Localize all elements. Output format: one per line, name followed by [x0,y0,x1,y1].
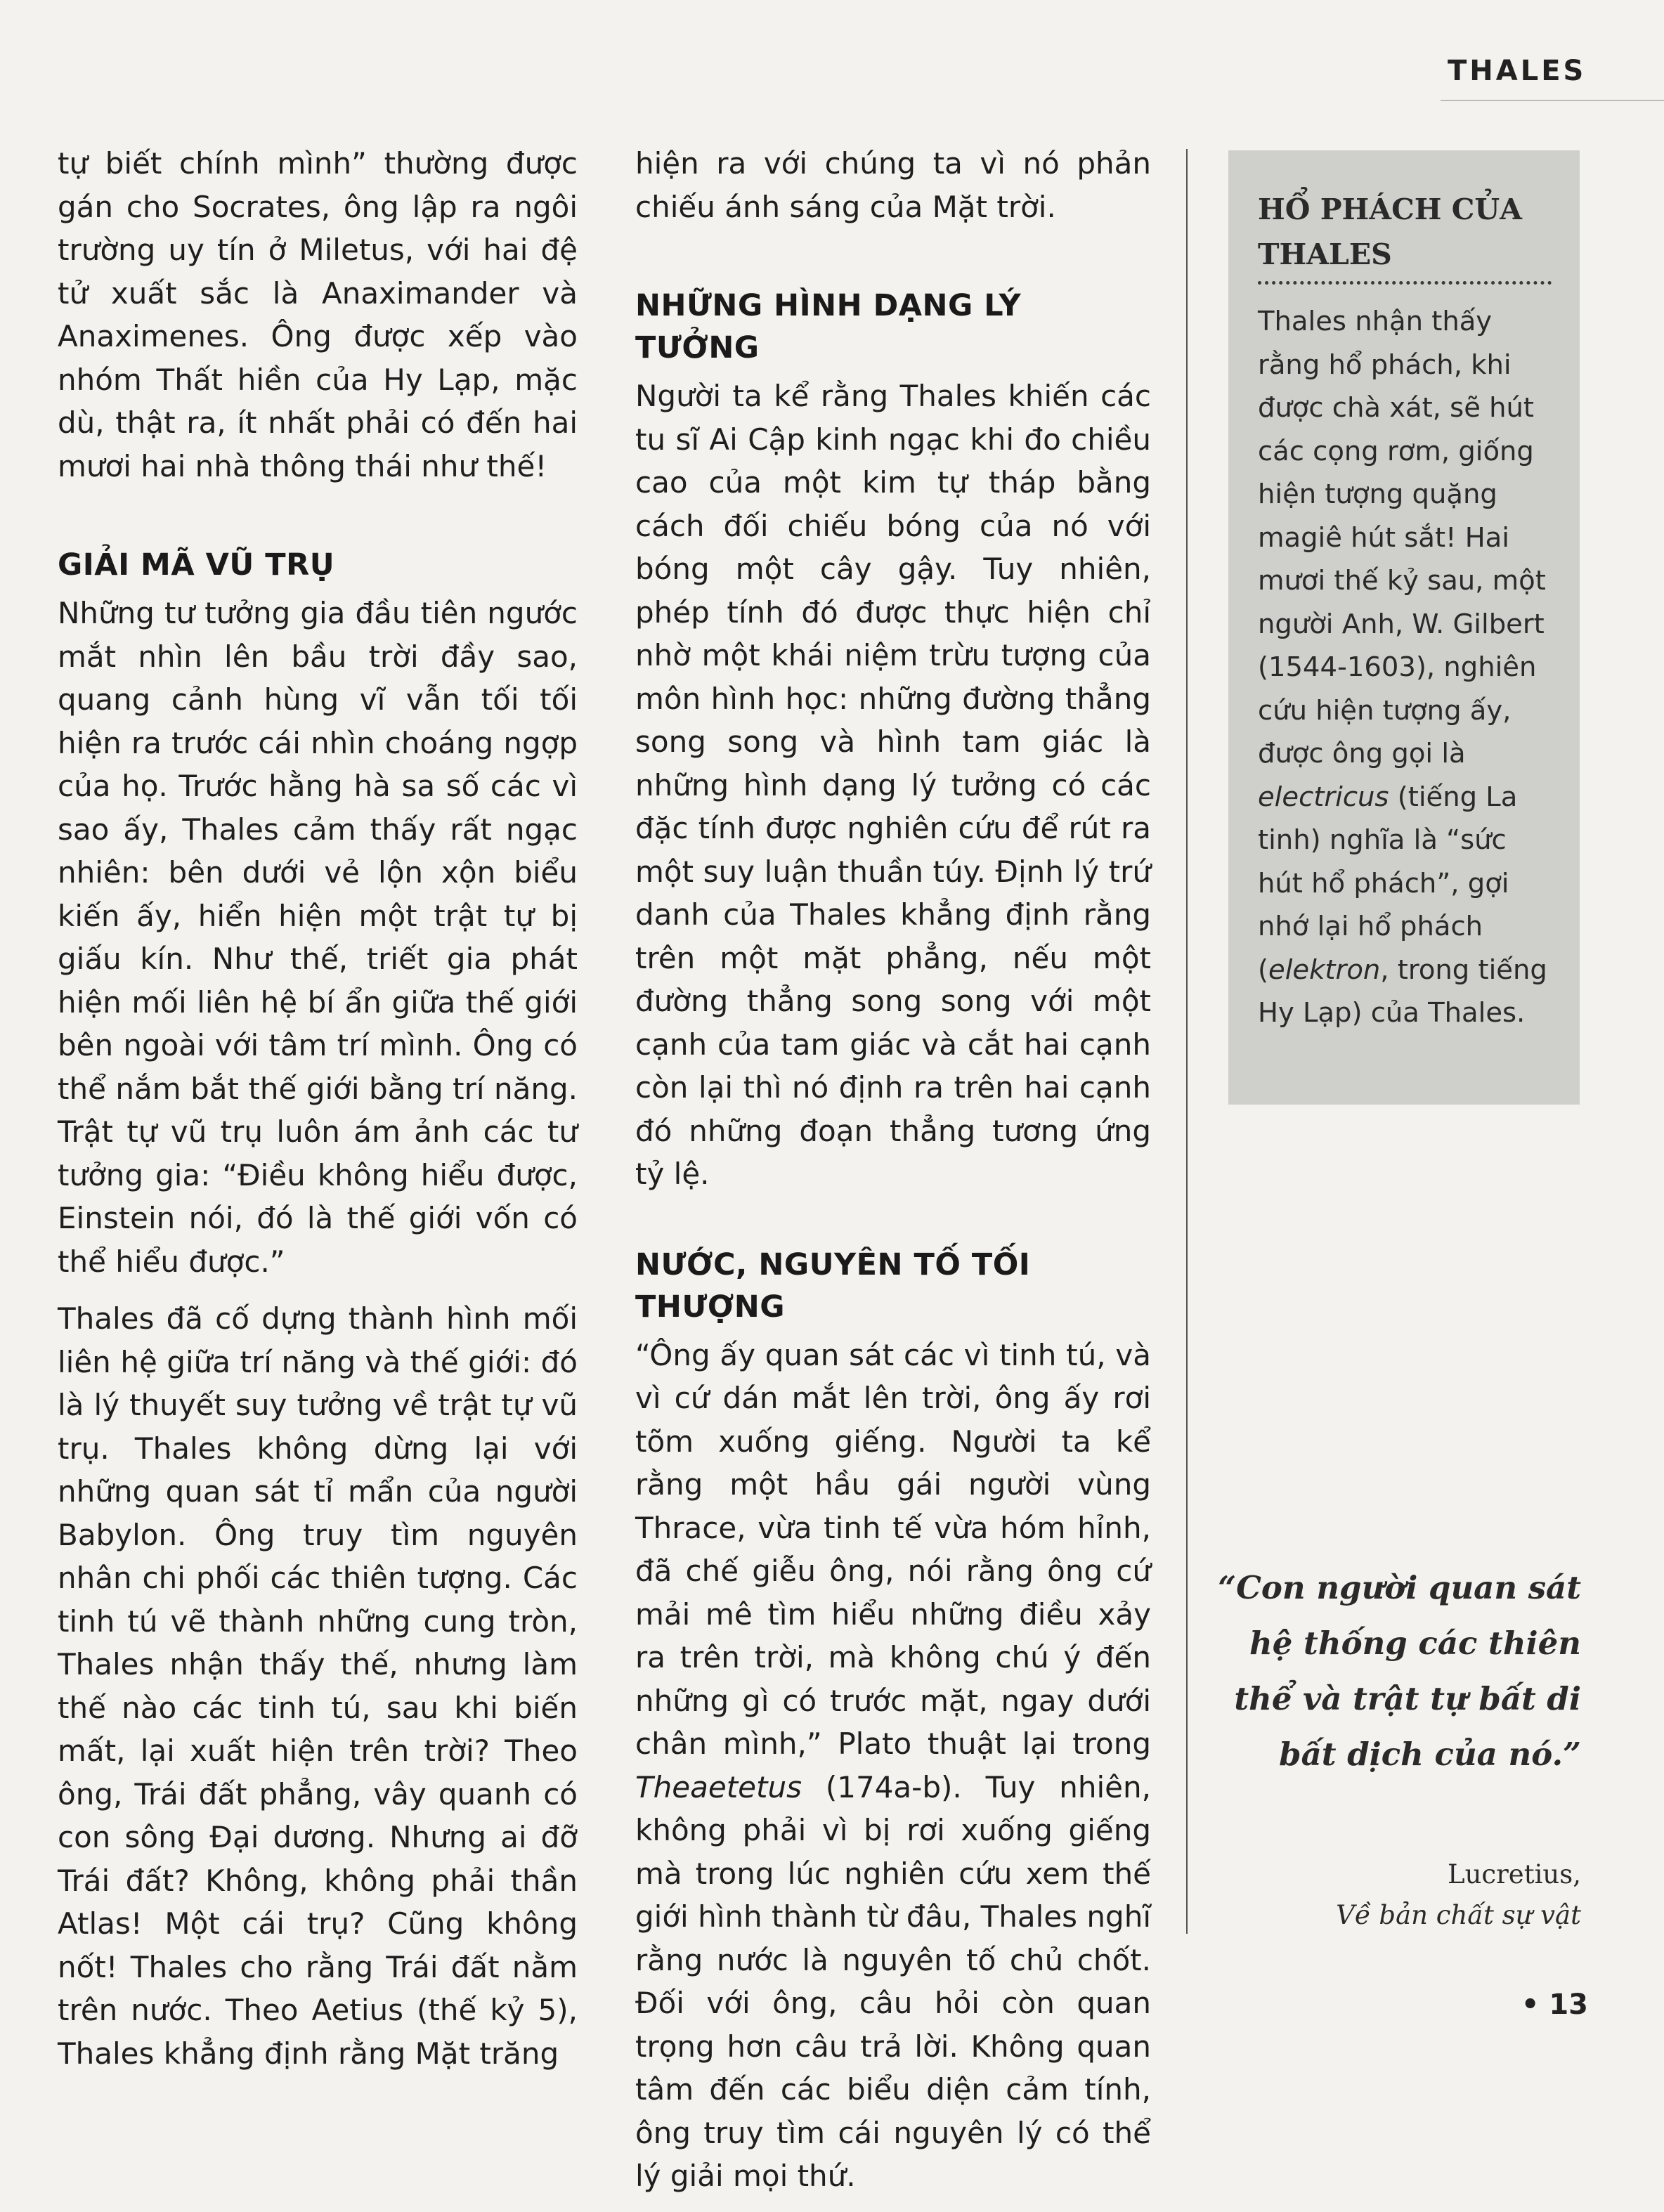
column1-paragraph-2: Thales đã cố dựng thành hình mối liên hệ giữa trí năng và thế giới: đó là lý thuyết suy tưởng về trật tự vũ trụ. Thales không dừng lại với những quan sát tỉ mẩn của người Babylon. Ông truy tìm nguyên nhân chi phối các thiên tượng. Các tinh tú vẽ thành những cung tròn, Thales nhận thấy thế, nhưng làm thế nào các tinh tú, sau khi biến mất, lại xuất hiện trên trời? Theo ông, Trái đất phẳng, vây quanh có con sông Đại dương. Nhưng ai đỡ Trái đất? Không, không phải thần Atlas! Một cái trụ? Cũng không nốt! Thales cho rằng Trái đất nằm trên nước. Theo Aetius (thế kỷ 5), Thales khẳng định rằng Mặt trăng [58,1301,578,2071]
spacer [635,242,1151,285]
sidebar-term-elektron: elektron [1268,954,1381,986]
heading-nhung-hinh-dang-ly-tuong: NHỮNG HÌNH DẠNG LÝ TƯỞNG [635,288,1022,365]
column1-intro: tự biết chính mình” thường được gán cho Socrates, ông lập ra ngôi trường uy tín ở Miletus, với hai đệ tử xuất sắc là Anaximander và Anaximenes. Ông được xếp vào nhóm Thất hiền của Hy Lạp, mặc dù, thật ra, ít nhất phải có đến hai mươi hai nhà thông thái như thế! [58,146,578,483]
dotted-divider [1258,281,1552,285]
header-rule [1441,100,1664,101]
book-title-theaetetus: Theaetetus [635,1769,802,1804]
sidebar-term-electricus: electricus [1258,781,1389,813]
sidebar-text-c: , trong tiếng Hy Lạp) của Thales. [1258,954,1547,1029]
spacer [635,1210,1151,1244]
column-left [58,142,578,2089]
spacer [58,502,578,544]
heading-nuoc-nguyen-to-toi-thuong: NƯỚC, NGUYÊN TỐ TỐI THƯỢNG [635,1247,1031,1325]
sidebar-text-b: (tiếng La tinh) nghĩa là “sức hút hổ phách”, gợi nhớ lại hổ phách ( [1258,781,1518,986]
pull-quote: “Con người quan sát hệ thống các thiên thể và trật tự bất di bất dịch của nó.” [1218,1569,1581,1773]
quote-author: Lucretius, [1448,1859,1581,1889]
quote-source: Về bản chất sự vật [1336,1900,1581,1930]
heading-giai-ma-vu-tru: GIẢI MÃ VŨ TRỤ [58,547,335,583]
page-number: • 13 [1521,1989,1588,2021]
sidebar-text-a: Thales nhận thấy rằng hổ phách, khi được chà xát, sẽ hút các cọng rơm, giống hiện tượng quặng magiê hút sắt! Hai mươi thế kỷ sau, một người Anh, W. Gilbert (1544-1603), nghiên cứu hiện tượng ấy, được ông gọi là [1258,306,1546,769]
column-divider [1186,149,1188,1934]
column2-paragraph-2 [635,1334,1151,2198]
running-head: THALES [1448,55,1587,87]
para2-part-b: (174a-b). Tuy nhiên, không phải vì bị rơi xuống giếng mà trong lúc nghiên cứu xem thế giới hình thành từ đâu, Thales nghĩ rằng nước là nguyên tố chủ chốt. Đối với ông, câu hỏi còn quan trọng hơn câu trả lời. Không quan tâm đến các biểu diện cảm tính, ông truy tìm cái nguyên lý có thể lý giải mọi thứ. [635,1769,1151,2193]
column-middle [635,142,1151,2212]
sidebar-title: HỔ PHÁCH CỦA THALES [1258,193,1522,271]
para2-part-a: “Ông ấy quan sát các vì tinh tú, và vì cứ dán mắt lên trời, ông ấy rơi tõm xuống giếng. Người ta kể rằng một hầu gái người vùng Thrace, vừa tinh tế vừa hóm hỉnh, đã chế giễu ông, nói rằng ông cứ mải mê tìm hiểu những điều xảy ra trên trời, mà không chú ý đến những gì có trước mặt, ngay dưới chân mình,” Plato thuật lại trong [635,1337,1151,1761]
column2-intro: hiện ra với chúng ta vì nó phản chiếu ánh sáng của Mặt trời. [635,146,1151,224]
sidebar-box [1228,150,1580,1105]
column1-paragraph-1: Những tư tưởng gia đầu tiên ngước mắt nhìn lên bầu trời đầy sao, quang cảnh hùng vĩ vẫn tối tối hiện ra trước cái nhìn choáng ngợp của họ. Trước hằng hà sa số các vì sao ấy, Thales cảm thấy rất ngạc nhiên: bên dưới vẻ lộn xộn biểu kiến ấy, hiển hiện một trật tự bị giấu kín. Như thế, triết gia phát hiện mối liên hệ bí ẩn giữa thế giới bên ngoài với tâm trí mình. Ông có thể nắm bắt thế giới bằng trí năng. Trật tự vũ trụ luôn ám ảnh các tư tưởng gia: “Điều không hiểu được, Einstein nói, đó là thế giới vốn có thể hiểu được.” [58,596,578,1279]
column2-paragraph-1: Người ta kể rằng Thales khiến các tu sĩ Ai Cập kinh ngạc khi đo chiều cao của một kim tự tháp bằng cách đối chiếu bóng của nó với bóng một cây gậy. Tuy nhiên, phép tính đó được thực hiện chỉ nhờ một khái niệm trừu tượng của môn hình học: những đường thẳng song song và hình tam giác là những hình dạng lý tưởng có các đặc tính được nghiên cứu để rút ra một suy luận thuần túy. Định lý trứ danh của Thales khẳng định rằng trên một mặt phẳng, nếu một đường thẳng song song với một cạnh của tam giác và cắt hai cạnh còn lại thì nó định ra trên hai cạnh đó những đoạn thẳng tương ứng tỷ lệ. [635,379,1151,1191]
sidebar-text [1258,300,1552,1035]
